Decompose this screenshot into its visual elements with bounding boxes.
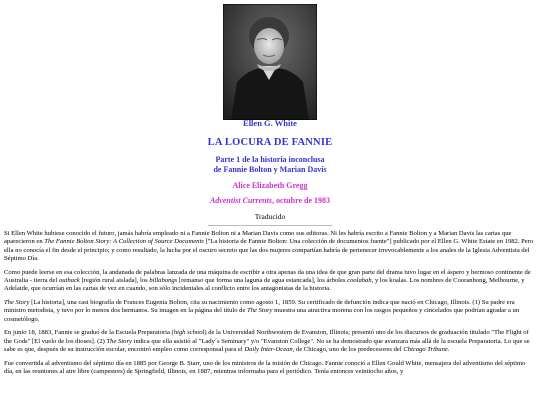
italic-term: high school [173,329,205,337]
paragraph-1 [4,230,536,263]
text-run: En junio 18, 1883, Fannie se graduó de la Escuela Preparatoria ( [4,329,174,337]
text-run: muestra una atractiva morena con los rasgos pequeños y cincelados que podrían agradar a un cosmetólogo. [4,307,520,323]
italic-title: The Story [247,307,273,315]
paragraph-4 [4,329,536,354]
italic-term: coolabah [347,276,372,284]
text-run: ["La historia de Fannie Bolton: Una colección de documentos fuente"] publicado por el Ellen G. White Estate en 1982. Pero ella no conocía el fin desde el principio; y como resultado, la lucha por el oscuro secreto que las dos mujeres compartían habría de pertenecer irrevocablemente a los anales de la Iglesia Adventista del Séptimo Día. [4,238,534,262]
italic-title: The Fannie Bolton Story: A Collection of Source Documents [44,238,204,246]
paragraph-5 [4,360,536,377]
divider [208,225,332,226]
text-run: [La historia], una casi biografía de Frances Eugenia Bolton, cita su nacimiento como agosto 1, 1859. Su certificado de defunción indica que nació en Chicago, Illinois. (1) Su padre era ministro metodista, y tuvo por lo menos dos hermanos. Su imagen en la página del título de [4,299,515,315]
subtitle-line-1: Parte 1 de la historia inconclusa [215,155,325,164]
italic-title: Daily Inter-Ocean [244,346,293,354]
text-run: Como puede leerse en esa colección, la andanada de palabras lanzada de una máquina de escribir a otra apenas da una idea de que gran parte del drama tuvo lugar en el áspero y hermoso continente de Australia - tierra del [4,268,531,284]
italic-term: outback [58,276,80,284]
author-name: Alice Elizabeth Gregg [232,181,308,190]
text-run: Fue convertida al adventismo del séptimo día en 1885 por George B. Starr, uno de los ministros de la misión de Chicago. Fannie conoció a Ellen Gould White, mensajera del adventismo del séptimo día, en las reuniones al aire libre (campestres) de Springfield, Illinois, en 1887, mientras informaba para el periódico. Tenía entonces veintiocho años, y [4,359,526,376]
text-run: [remanso que forma una laguna de agua estancada], los árboles [177,276,348,284]
portrait-caption: Ellen G. White [243,118,297,128]
source-date: , octubre de 1983 [271,196,331,205]
text-run: . [447,346,450,354]
paragraph-3 [4,299,536,324]
italic-title: The Story [4,299,30,307]
subtitle-line-2: de Fannie Bolton y Marian Davis [213,164,327,174]
text-run: indica que ella asistió al "Lady´s Seminary" y/o "Evanston College". No se ha demostrado que avanzara más allá de la escuela Preparatoria. Lo que se sabe es que, después de su instrucción escolar, encontró empleo como corresponsal para el [4,337,530,354]
article-title: LA LOCURA DE FANNIE [207,137,333,148]
italic-term: billabongs [149,276,178,284]
text-run: ) de la Universidad Northwestern de Evanston, Illinois; presentó uno de los discursos de graduación titulado "The Flight of the Gods" [El vuelo de los dioses]. (2) [4,329,529,345]
source-publication: Adventist Currents [209,196,272,205]
translated-label: Traducido [254,212,286,221]
italic-title: The Story [106,337,132,345]
text-run: Si Ellen White hubiese conocido el futuro, jamás habría empleado ni a Fannie Bolton ni a Marian Davis como sus editoras. Ni les habría escrito a Fannie Bolton y a Marian Davis las cartas que aparecieron en [4,230,512,246]
text-run: , y los koalas. Los nombres de Cooranbong, Melbourne, y Adelaide, que ocurrían en las cartas de vez en cuando, son sólo incidentales al conflicto entre los antagonistas de la historia. [4,276,525,293]
italic-title: Chicago Tribune [403,346,448,354]
article-subtitle [0,155,540,174]
text-run: [región rural aislada], los [79,276,150,284]
paragraph-2 [4,269,536,294]
portrait-photo [223,4,317,120]
source-line [0,196,540,205]
article-body [4,230,536,382]
bottom-edge [0,401,540,405]
text-run: , de Chicago, uno de los predecesores del [292,346,404,354]
